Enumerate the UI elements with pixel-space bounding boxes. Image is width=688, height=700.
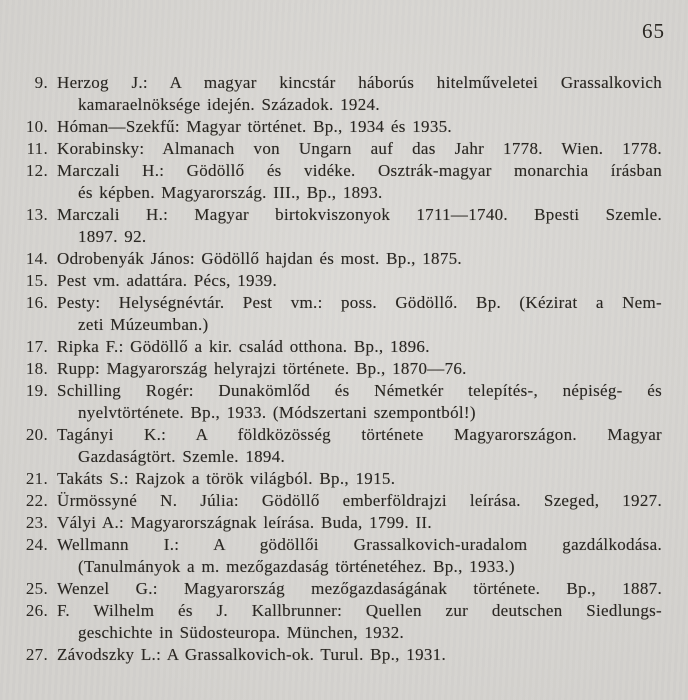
entry-number: 22. — [25, 491, 48, 510]
entry-line: Korabinsky: Almanach von Ungarn auf das Jahr 1778. Wien. 1778. — [57, 139, 662, 158]
entry-text — [57, 248, 662, 270]
bibliography-entry — [15, 292, 677, 336]
entry-line: geschichte in Südosteuropa. München, 1932. — [78, 623, 405, 642]
entry-line: kamaraelnöksége idején. Századok. 1924. — [78, 95, 380, 114]
entry-line: Pest vm. adattára. Pécs, 1939. — [57, 271, 278, 290]
entry-line: Ürmössyné N. Júlia: Gödöllő emberföldrajzi leírása. Szeged, 1927. — [57, 491, 662, 510]
entry-number: 17. — [25, 337, 48, 356]
bibliography-entry — [15, 512, 677, 534]
entry-text — [57, 358, 662, 380]
entry-text — [57, 468, 662, 490]
entry-number: 25. — [25, 579, 48, 598]
entry-text — [57, 270, 662, 292]
entry-line: Hóman—Szekfű: Magyar történet. Bp., 1934 és 1935. — [57, 117, 452, 136]
bibliography-entry — [15, 336, 677, 358]
entry-text — [57, 578, 662, 600]
entry-text — [57, 72, 662, 116]
entry-text — [57, 644, 662, 666]
entry-number: 23. — [25, 513, 48, 532]
bibliography-entry — [15, 644, 677, 666]
bibliography-entry — [15, 534, 677, 578]
bibliography-entry — [15, 270, 677, 292]
entry-line: és képben. Magyarország. III., Bp., 1893. — [78, 183, 383, 202]
entry-number: 26. — [25, 601, 48, 620]
entry-line: Schilling Rogér: Dunakömlőd és Németkér telepítés-, népiség- és — [57, 381, 662, 400]
entry-line: F. Wilhelm és J. Kallbrunner: Quellen zur deutschen Siedlungs- — [57, 601, 662, 620]
entry-number: 20. — [25, 425, 48, 444]
bibliography-entry — [15, 72, 677, 116]
bibliography-entry — [15, 424, 677, 468]
entry-number: 18. — [25, 359, 48, 378]
entry-line: Herzog J.: A magyar kincstár háborús hitelműveletei Grassalkovich — [57, 73, 662, 92]
entry-text — [57, 600, 662, 644]
entry-number: 10. — [25, 117, 48, 136]
entry-line: (Tanulmányok a m. mezőgazdaság történetéhez. Bp., 1933.) — [78, 557, 515, 576]
bibliography-entry — [15, 380, 677, 424]
entry-line: Marczali H.: Gödöllő és vidéke. Osztrák-magyar monarchia írásban — [57, 161, 662, 180]
entry-line: Ripka F.: Gödöllő a kir. család otthona. Bp., 1896. — [57, 337, 430, 356]
entry-line: Rupp: Magyarország helyrajzi története. Bp., 1870—76. — [57, 359, 467, 378]
bibliography-entry — [15, 204, 677, 248]
entry-line: Vályi A.: Magyarországnak leírása. Buda, 1799. II. — [57, 513, 432, 532]
entry-text — [57, 292, 662, 336]
entry-number: 14. — [25, 249, 48, 268]
entry-number: 11. — [26, 139, 48, 158]
bibliography-entry — [15, 358, 677, 380]
entry-line: nyelvtörténete. Bp., 1933. (Módszertani szempontból!) — [78, 403, 476, 422]
entry-line: Pesty: Helységnévtár. Pest vm.: poss. Gödöllő. Bp. (Kézirat a Nem- — [57, 293, 662, 312]
entry-text — [57, 204, 662, 248]
entry-text — [57, 490, 662, 512]
entry-line: Takáts S.: Rajzok a török világból. Bp., 1915. — [57, 469, 396, 488]
entry-number: 16. — [25, 293, 48, 312]
bibliography-entry — [15, 468, 677, 490]
bibliography-entry — [15, 600, 677, 644]
entry-line: Wenzel G.: Magyarország mezőgazdaságának története. Bp., 1887. — [57, 579, 662, 598]
entry-number: 9. — [34, 73, 48, 92]
page-number: 65 — [642, 19, 665, 43]
entry-number: 19. — [25, 381, 48, 400]
entry-text — [57, 160, 662, 204]
entry-number: 15. — [25, 271, 48, 290]
entry-number: 24. — [25, 535, 48, 554]
bibliography-entry — [15, 160, 677, 204]
entry-line: zeti Múzeumban.) — [78, 315, 209, 334]
entry-number: 27. — [25, 645, 48, 664]
entry-text — [57, 534, 662, 578]
entry-text — [57, 138, 662, 160]
entry-line: Wellmann I.: A gödöllői Grassalkovich-uradalom gazdálkodása. — [57, 535, 662, 554]
entry-line: Odrobenyák János: Gödöllő hajdan és most. Bp., 1875. — [57, 249, 462, 268]
bibliography-list — [15, 72, 677, 666]
bibliography-entry — [15, 248, 677, 270]
entry-text — [57, 512, 662, 534]
entry-text — [57, 424, 662, 468]
entry-text — [57, 336, 662, 358]
entry-line: Závodszky L.: A Grassalkovich-ok. Turul. Bp., 1931. — [57, 645, 447, 664]
bibliography-entry — [15, 116, 677, 138]
entry-text — [57, 116, 662, 138]
entry-number: 13. — [25, 205, 48, 224]
entry-text — [57, 380, 662, 424]
entry-line: Marczali H.: Magyar birtokviszonyok 1711—1740. Bpesti Szemle. — [57, 205, 662, 224]
entry-line: 1897. 92. — [78, 227, 147, 246]
entry-line: Tagányi K.: A földközösség története Magyarországon. Magyar — [57, 425, 662, 444]
entry-number: 12. — [25, 161, 48, 180]
bibliography-entry — [15, 578, 677, 600]
entry-line: Gazdaságtört. Szemle. 1894. — [78, 447, 286, 466]
bibliography-entry — [15, 490, 677, 512]
entry-number: 21. — [25, 469, 48, 488]
bibliography-entry — [15, 138, 677, 160]
